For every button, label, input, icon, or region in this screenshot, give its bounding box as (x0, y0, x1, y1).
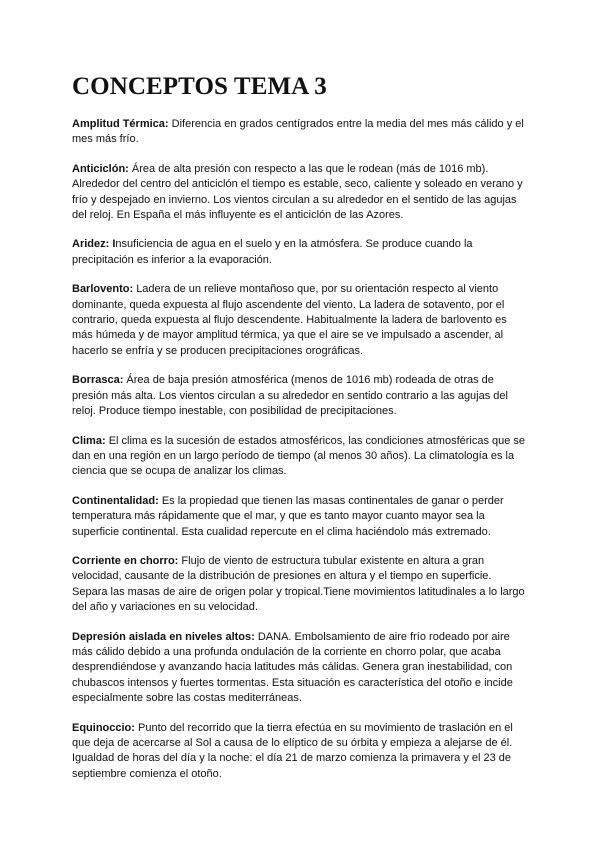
entry-definition: Flujo de viento de estructura tubular existente en altura a gran velocidad, causante de la distribución de presiones en altura y el tiempo en superficie. Separa las masas de aire de origen polar y tropical.Tiene movimientos latitudinales a lo largo del año y variaciones en su velocidad. (72, 554, 525, 614)
entry-definition: Diferencia en grados centígrados entre la media del mes más cálido y el mes más frío. (72, 118, 524, 146)
glossary-entry-dana (72, 630, 528, 707)
page-title: CONCEPTOS TEMA 3 (72, 73, 327, 100)
entry-definition: Punto del recorrido que la tierra efectúa en su movimiento de traslación en el que deja de acercarse al Sol a causa de lo elíptico de su órbita y empieza a alejarse de él. Igualdad de horas del día y la noche: el día 21 de marzo comienza la primavera y el 23 de septiembre comienza el otoño. (72, 721, 513, 780)
glossary-entry-borrasca (72, 373, 528, 419)
entry-term: Equinoccio: (72, 721, 135, 734)
glossary-entry-corriente-en-chorro (72, 554, 528, 616)
entry-definition: DANA. Embolsamiento de aire frío rodeado por aire más cálido debido a una profunda ondulación de la corriente en chorro polar, que acaba desprendiéndose y avanzando hacia latitudes más cálidas. Genera gran inestabilidad, con chubascos intensos y fuertes tormentas. Esta situación es característica del otoño e incide especialmente sobre las costas mediterráneas. (72, 630, 513, 705)
entry-term: Corriente en chorro: (72, 554, 179, 567)
document-page (72, 70, 528, 796)
entry-definition: Ladera de un relieve montañoso que, por su orientación respecto al viento dominante, queda expuesta al flujo ascendente del viento. La ladera de sotavento, por el contrario, queda expuesta al flujo descendente. Habitualmente la ladera de barlovento es más húmeda y de mayor amplitud térmica, ya que el aire se ve impulsado a ascender, al hacerlo se enfría y se producen precipitaciones orográficas. (72, 283, 507, 357)
glossary-entry-aridez (72, 237, 528, 268)
entry-term: Aridez: I (72, 238, 116, 251)
entry-term: Anticiclón: (72, 162, 129, 175)
glossary-entry-barlovento (72, 282, 528, 359)
glossary-entry-amplitud-termica (72, 117, 528, 148)
glossary-entry-clima (72, 434, 528, 480)
entry-definition: El clima es la sucesión de estados atmosféricos, las condiciones atmosféricas que se dan en una región en un largo período de tiempo (al menos 30 años). La climatología es la ciencia que se ocupa de analizar los climas. (72, 434, 526, 478)
entry-term: Continentalidad: (72, 494, 159, 507)
entry-definition: Área de baja presión atmosférica (menos de 1016 mb) rodeada de otras de presión más alta. Los vientos circulan a su alrededor en sentido contrario a las agujas del reloj. Produce tiempo inestable, con posibilidad de precipitaciones. (72, 374, 508, 418)
entry-term: Barlovento: (72, 283, 134, 296)
entry-term: Amplitud Térmica: (72, 118, 169, 130)
glossary-entry-anticiclon (72, 162, 528, 224)
glossary-entry-equinoccio (72, 721, 528, 783)
entry-definition: Es la propiedad que tienen las masas continentales de ganar o perder temperatura más rápidamente que el mar, y que es tanto mayor cuanto mayor sea la superficie continental. Esta cualidad repercute en el clima haciéndolo más extremado. (72, 494, 504, 538)
entry-term: Clima: (72, 434, 106, 447)
entry-term: Depresión aislada en niveles altos: (72, 630, 255, 643)
entry-definition: nsuficiencia de agua en el suelo y en la atmósfera. Se produce cuando la precipitación es inferior a la evaporación. (72, 238, 473, 266)
entry-term: Borrasca: (72, 374, 124, 387)
entry-definition: Área de alta presión con respecto a las que le rodean (más de 1016 mb). Alrededor del centro del anticiclón el tiempo es estable, seco, caliente y soleado en verano y frío y despejado en invierno. Los vientos circulan a su alrededor en el sentido de las agujas del reloj. En España el más influyente es el anticiclón de las Azores. (72, 162, 523, 222)
glossary-entry-continentalidad (72, 494, 528, 540)
